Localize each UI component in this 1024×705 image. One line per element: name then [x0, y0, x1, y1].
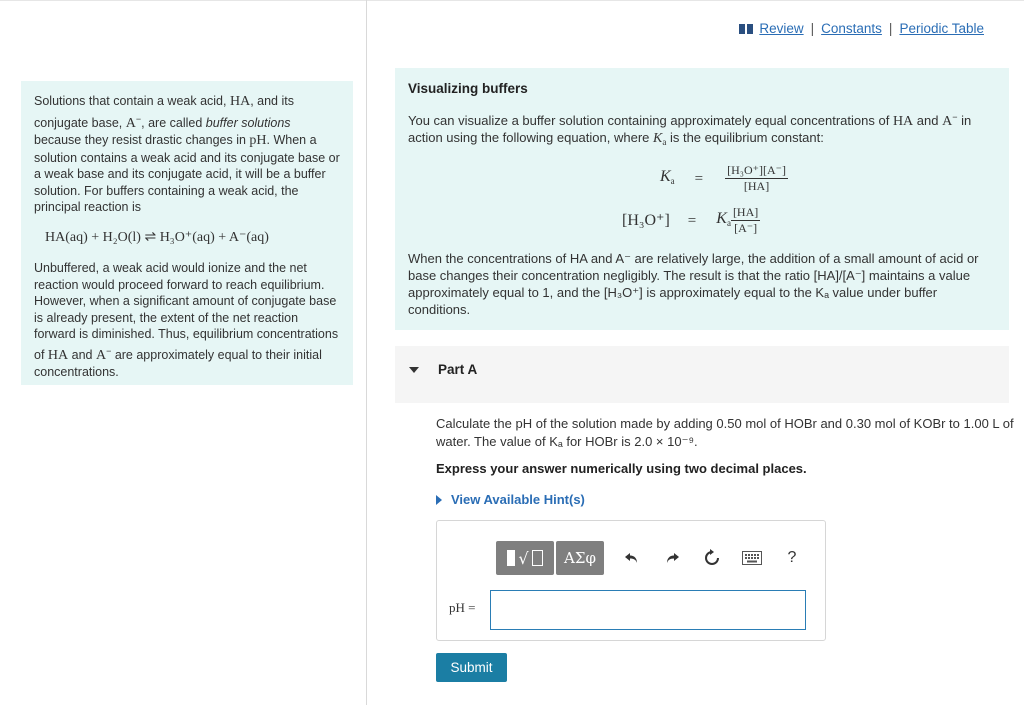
help-icon[interactable]: ?: [787, 549, 797, 566]
submit-button[interactable]: Submit: [436, 653, 507, 682]
answer-instructions: Express your answer numerically using two decimal places.: [436, 461, 807, 476]
reset-icon[interactable]: [700, 546, 724, 570]
view-hints-link[interactable]: View Available Hint(s): [436, 492, 585, 507]
left-paragraph-2: Unbuffered, a weak acid would ionize and the net reaction would proceed forward to reach equilibrium. However, when a significant amount of conjugate base is already present, the extent of the net reaction forward is diminished. Thus, equilibrium concentrations of HA and A− are approximately equal to their initial concentrations.: [34, 261, 339, 379]
equation-ka: $K_a$ = $\frac{\text{[H₃O⁺][A⁻]}}{[HA]}$: [660, 163, 786, 193]
link-separator: |: [888, 21, 893, 36]
collapse-triangle-icon[interactable]: [409, 367, 419, 373]
keyboard-icon[interactable]: [740, 546, 764, 570]
greek-symbols-button[interactable]: ΑΣφ: [556, 541, 604, 575]
part-a-header[interactable]: [395, 346, 1009, 403]
intro-paragraph-1: You can visualize a buffer solution containing approximately equal concentrations of HA and A− in action using the following equation, where $K_a$ is the equilibrium constant:: [408, 112, 972, 147]
undo-icon[interactable]: [620, 546, 644, 570]
review-link[interactable]: Review: [759, 21, 804, 36]
left-info-panel: [21, 81, 353, 385]
column-divider: [366, 0, 367, 705]
question-text: Calculate the pH of the solution made by adding 0.50 mol of HOBr and 0.30 mol of KOBr to 1.00 L of water. The value of Kₐ for HOBr is 2.0 × 10⁻⁹.: [436, 416, 1014, 449]
book-icon: [739, 24, 753, 34]
top-border: [0, 0, 1024, 1]
principal-reaction: HA(aq) + H₂O(l) ⇌ H₃O⁺(aq) + A⁻(aq): [45, 229, 269, 245]
ratio-fraction: $\frac{[HA]}{[A^-]}$: [732, 205, 759, 235]
ph-answer-input[interactable]: [490, 590, 806, 630]
intro-title: Visualizing buffers: [408, 81, 528, 96]
link-separator: |: [810, 21, 815, 36]
math-toolbar: [496, 541, 804, 575]
template-box-icon: [532, 550, 543, 566]
left-paragraph-1: Solutions that contain a weak acid, HA, and its conjugate base, A−, are called buffer solutions because they resist drastic changes in pH. When a solution contains a weak acid and its conjugate base or a weak base and its conjugate acid, it will be a buffer solution. For buffers containing a weak acid, the principal reaction is: [34, 94, 340, 214]
redo-icon[interactable]: [660, 546, 684, 570]
header-links: [739, 21, 984, 36]
template-block-icon: [507, 550, 515, 566]
constants-link[interactable]: Constants: [821, 21, 882, 36]
intro-paragraph-2: When the concentrations of HA and A⁻ are relatively large, the addition of a small amount of acid or base changes their concentration negligibly. The result is that the ratio [HA]/[A⁻] maintains a value approximately equal to 1, and the [H₃O⁺] is approximately equal to the Kₐ value under buffer conditions.: [408, 251, 979, 317]
equation-h3o: [H₃O⁺] = $K_a$ $\frac{[HA]}{[A^-]}$: [622, 205, 759, 235]
visualizing-buffers-box: [395, 68, 1009, 330]
ph-label: pH =: [449, 600, 476, 615]
part-a-title: Part A: [438, 362, 478, 377]
buffer-equations: [408, 150, 997, 240]
answer-box: [436, 520, 826, 641]
radical-icon: √: [518, 548, 529, 568]
periodic-table-link[interactable]: Periodic Table: [899, 21, 984, 36]
expand-triangle-icon: [436, 495, 442, 505]
ka-fraction: $\frac{\text{[H₃O⁺][A⁻]}}{[HA]}$: [727, 163, 786, 193]
templates-button[interactable]: [496, 541, 554, 575]
